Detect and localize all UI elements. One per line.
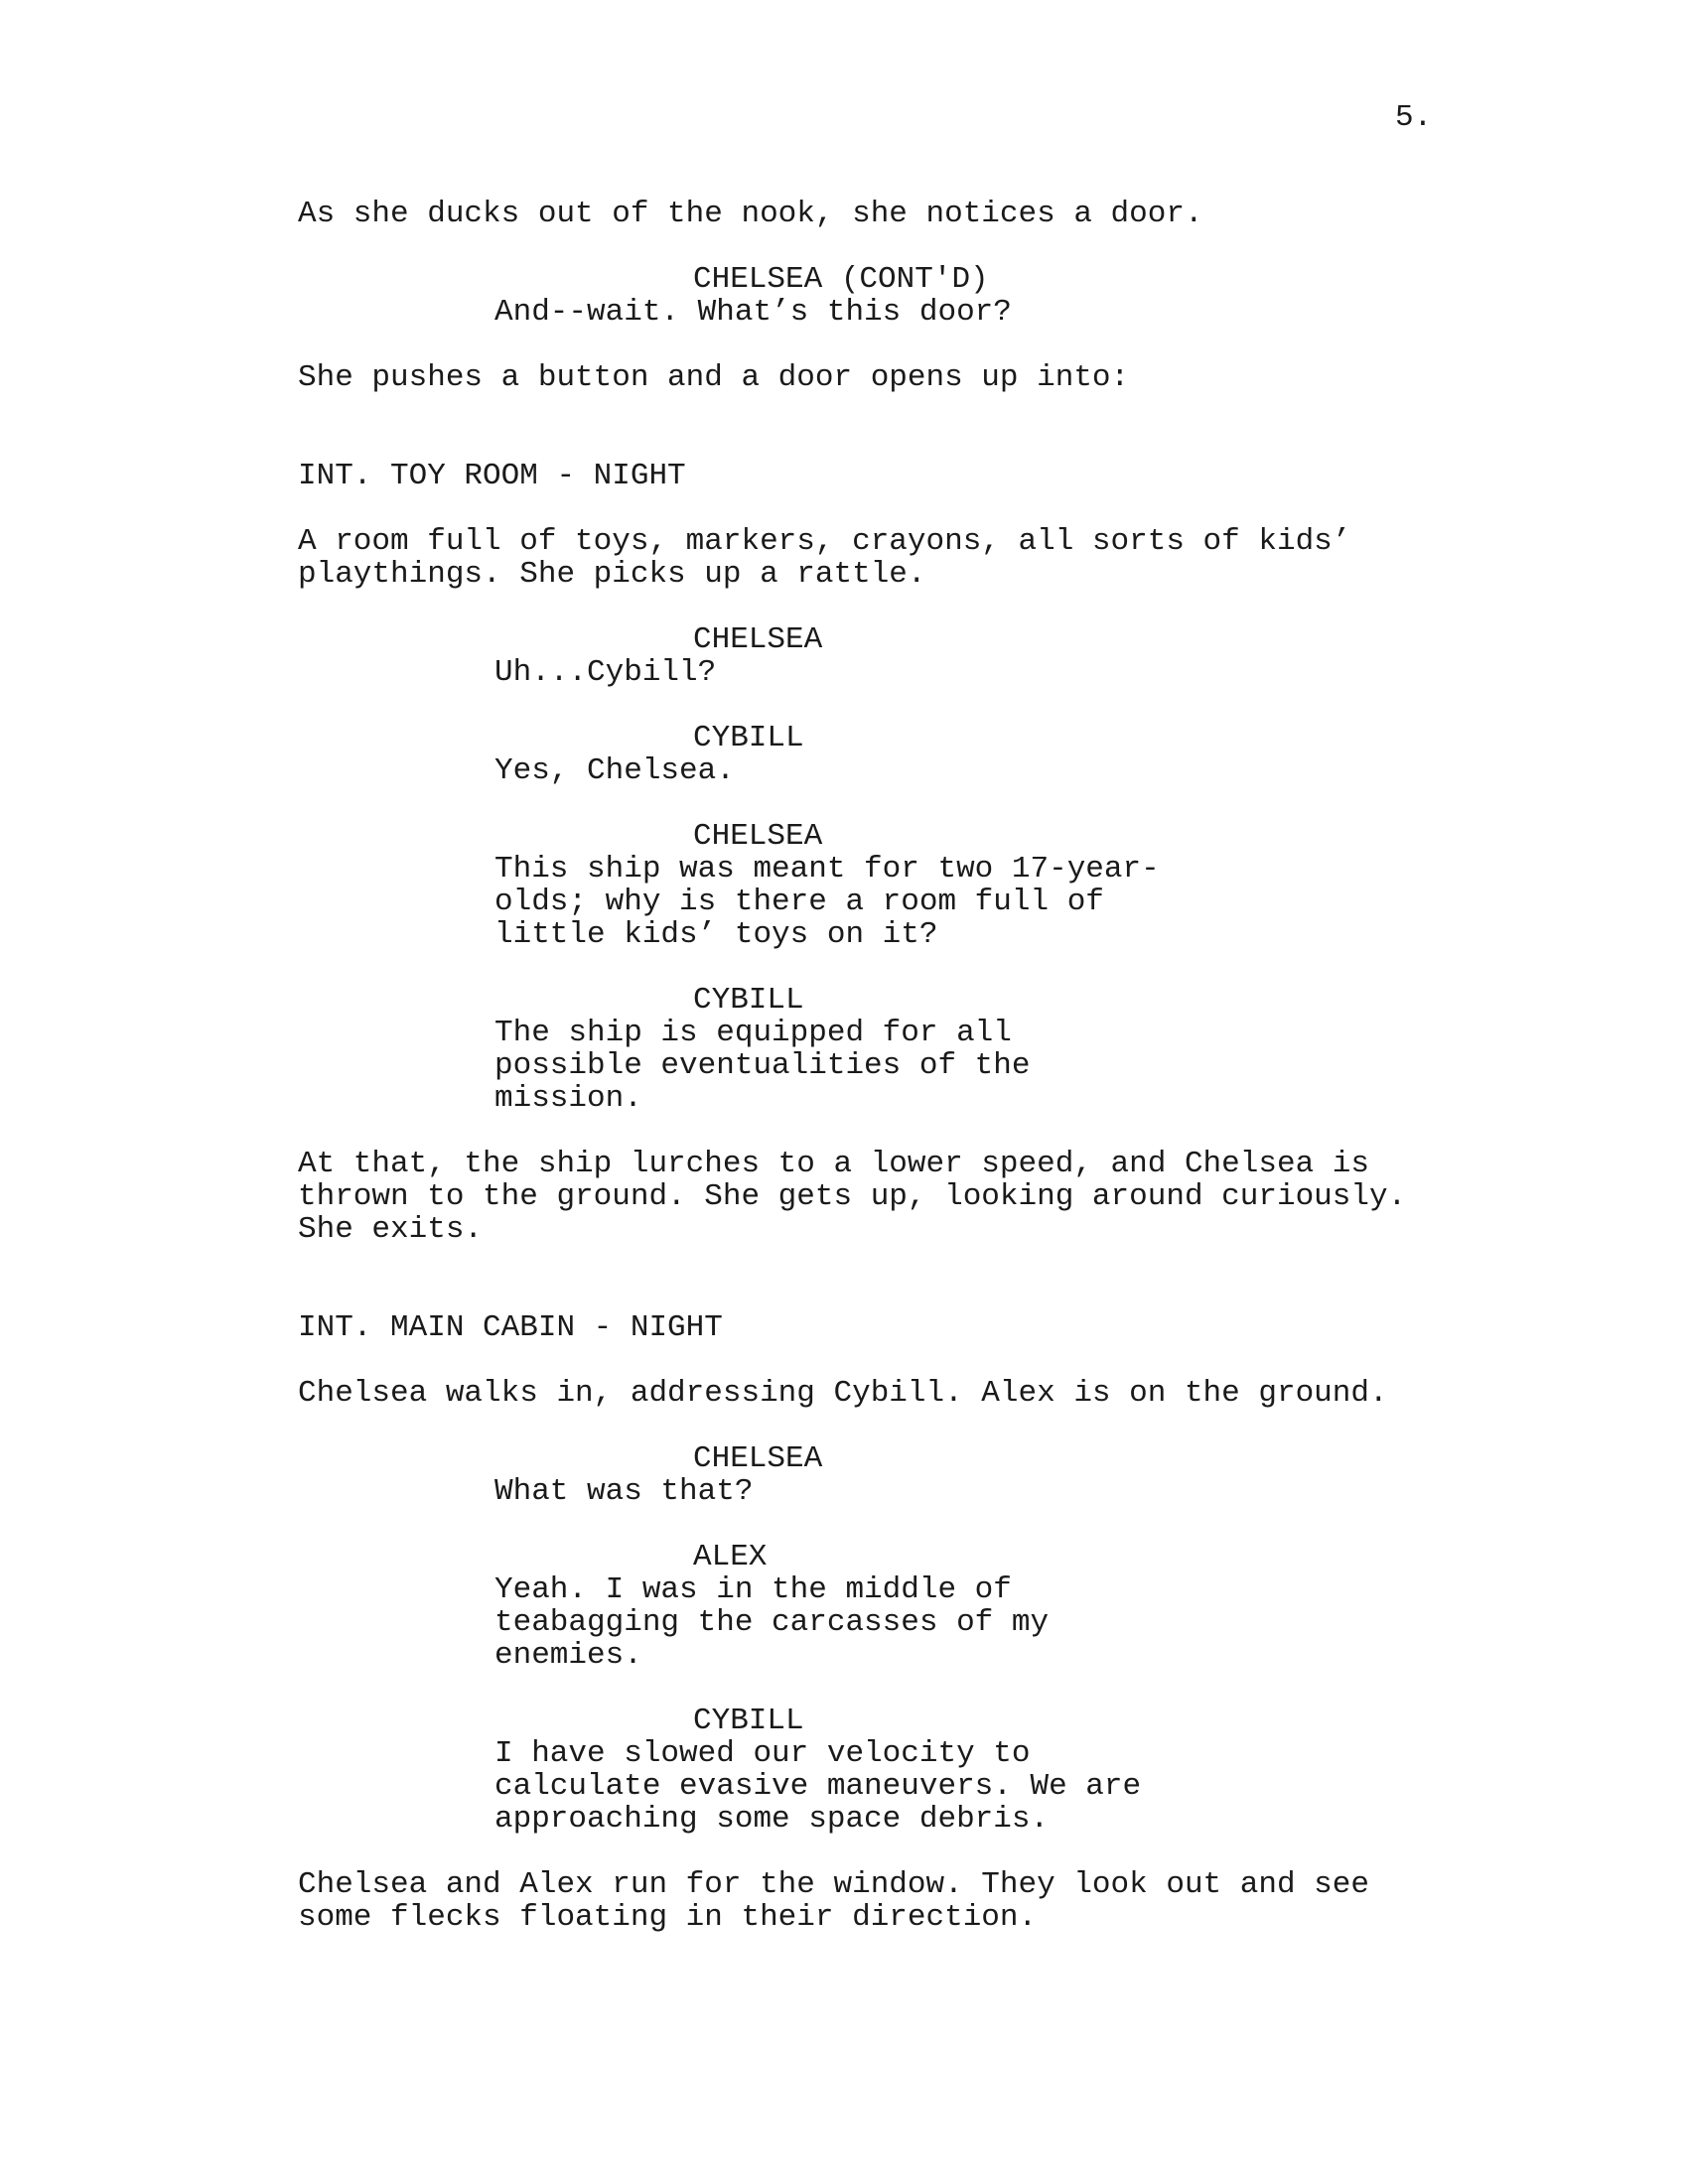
action-line: She pushes a button and a door opens up into: xyxy=(298,360,1130,395)
scene-heading: INT. MAIN CABIN - NIGHT xyxy=(298,1310,723,1345)
action-line: Chelsea and Alex run for the window. They look out and see xyxy=(298,1867,1369,1902)
dialogue-line: teabagging the carcasses of my xyxy=(494,1605,1050,1640)
dialogue-line: This ship was meant for two 17-year- xyxy=(494,852,1160,887)
action-line: some flecks floating in their direction. xyxy=(298,1900,1038,1935)
dialogue-line: Yeah. I was in the middle of xyxy=(494,1572,1012,1607)
action-line: She exits. xyxy=(298,1212,484,1247)
page-number: 5. xyxy=(1395,100,1433,135)
action-line: thrown to the ground. She gets up, looking around curiously. xyxy=(298,1179,1407,1214)
action-line: At that, the ship lurches to a lower speed, and Chelsea is xyxy=(298,1147,1369,1181)
dialogue-line: calculate evasive maneuvers. We are xyxy=(494,1769,1142,1804)
character-name: ALEX xyxy=(693,1540,768,1574)
dialogue-line: Uh...Cybill? xyxy=(494,655,717,690)
dialogue-line: Yes, Chelsea. xyxy=(494,753,735,788)
dialogue-line: enemies. xyxy=(494,1638,642,1673)
character-name: CYBILL xyxy=(693,1704,804,1738)
character-name: CYBILL xyxy=(693,721,804,755)
character-name: CHELSEA xyxy=(693,1441,823,1476)
character-name: CHELSEA xyxy=(693,622,823,657)
character-name: CHELSEA (CONT'D) xyxy=(693,262,989,297)
dialogue-line: olds; why is there a room full of xyxy=(494,885,1104,919)
dialogue-line: approaching some space debris. xyxy=(494,1802,1050,1837)
scene-heading: INT. TOY ROOM - NIGHT xyxy=(298,459,686,493)
character-name: CHELSEA xyxy=(693,819,823,854)
action-line: As she ducks out of the nook, she notices a door. xyxy=(298,197,1203,231)
character-name: CYBILL xyxy=(693,983,804,1018)
dialogue-line: I have slowed our velocity to xyxy=(494,1736,1031,1771)
action-line: A room full of toys, markers, crayons, all sorts of kids’ xyxy=(298,524,1351,559)
dialogue-line: And--wait. What’s this door? xyxy=(494,295,1012,330)
action-line: Chelsea walks in, addressing Cybill. Alex is on the ground. xyxy=(298,1376,1388,1411)
action-line: playthings. She picks up a rattle. xyxy=(298,557,926,592)
dialogue-line: possible eventualities of the xyxy=(494,1048,1031,1083)
dialogue-line: What was that? xyxy=(494,1474,754,1509)
dialogue-line: little kids’ toys on it? xyxy=(494,917,938,952)
dialogue-line: mission. xyxy=(494,1081,642,1116)
dialogue-line: The ship is equipped for all xyxy=(494,1016,1012,1050)
